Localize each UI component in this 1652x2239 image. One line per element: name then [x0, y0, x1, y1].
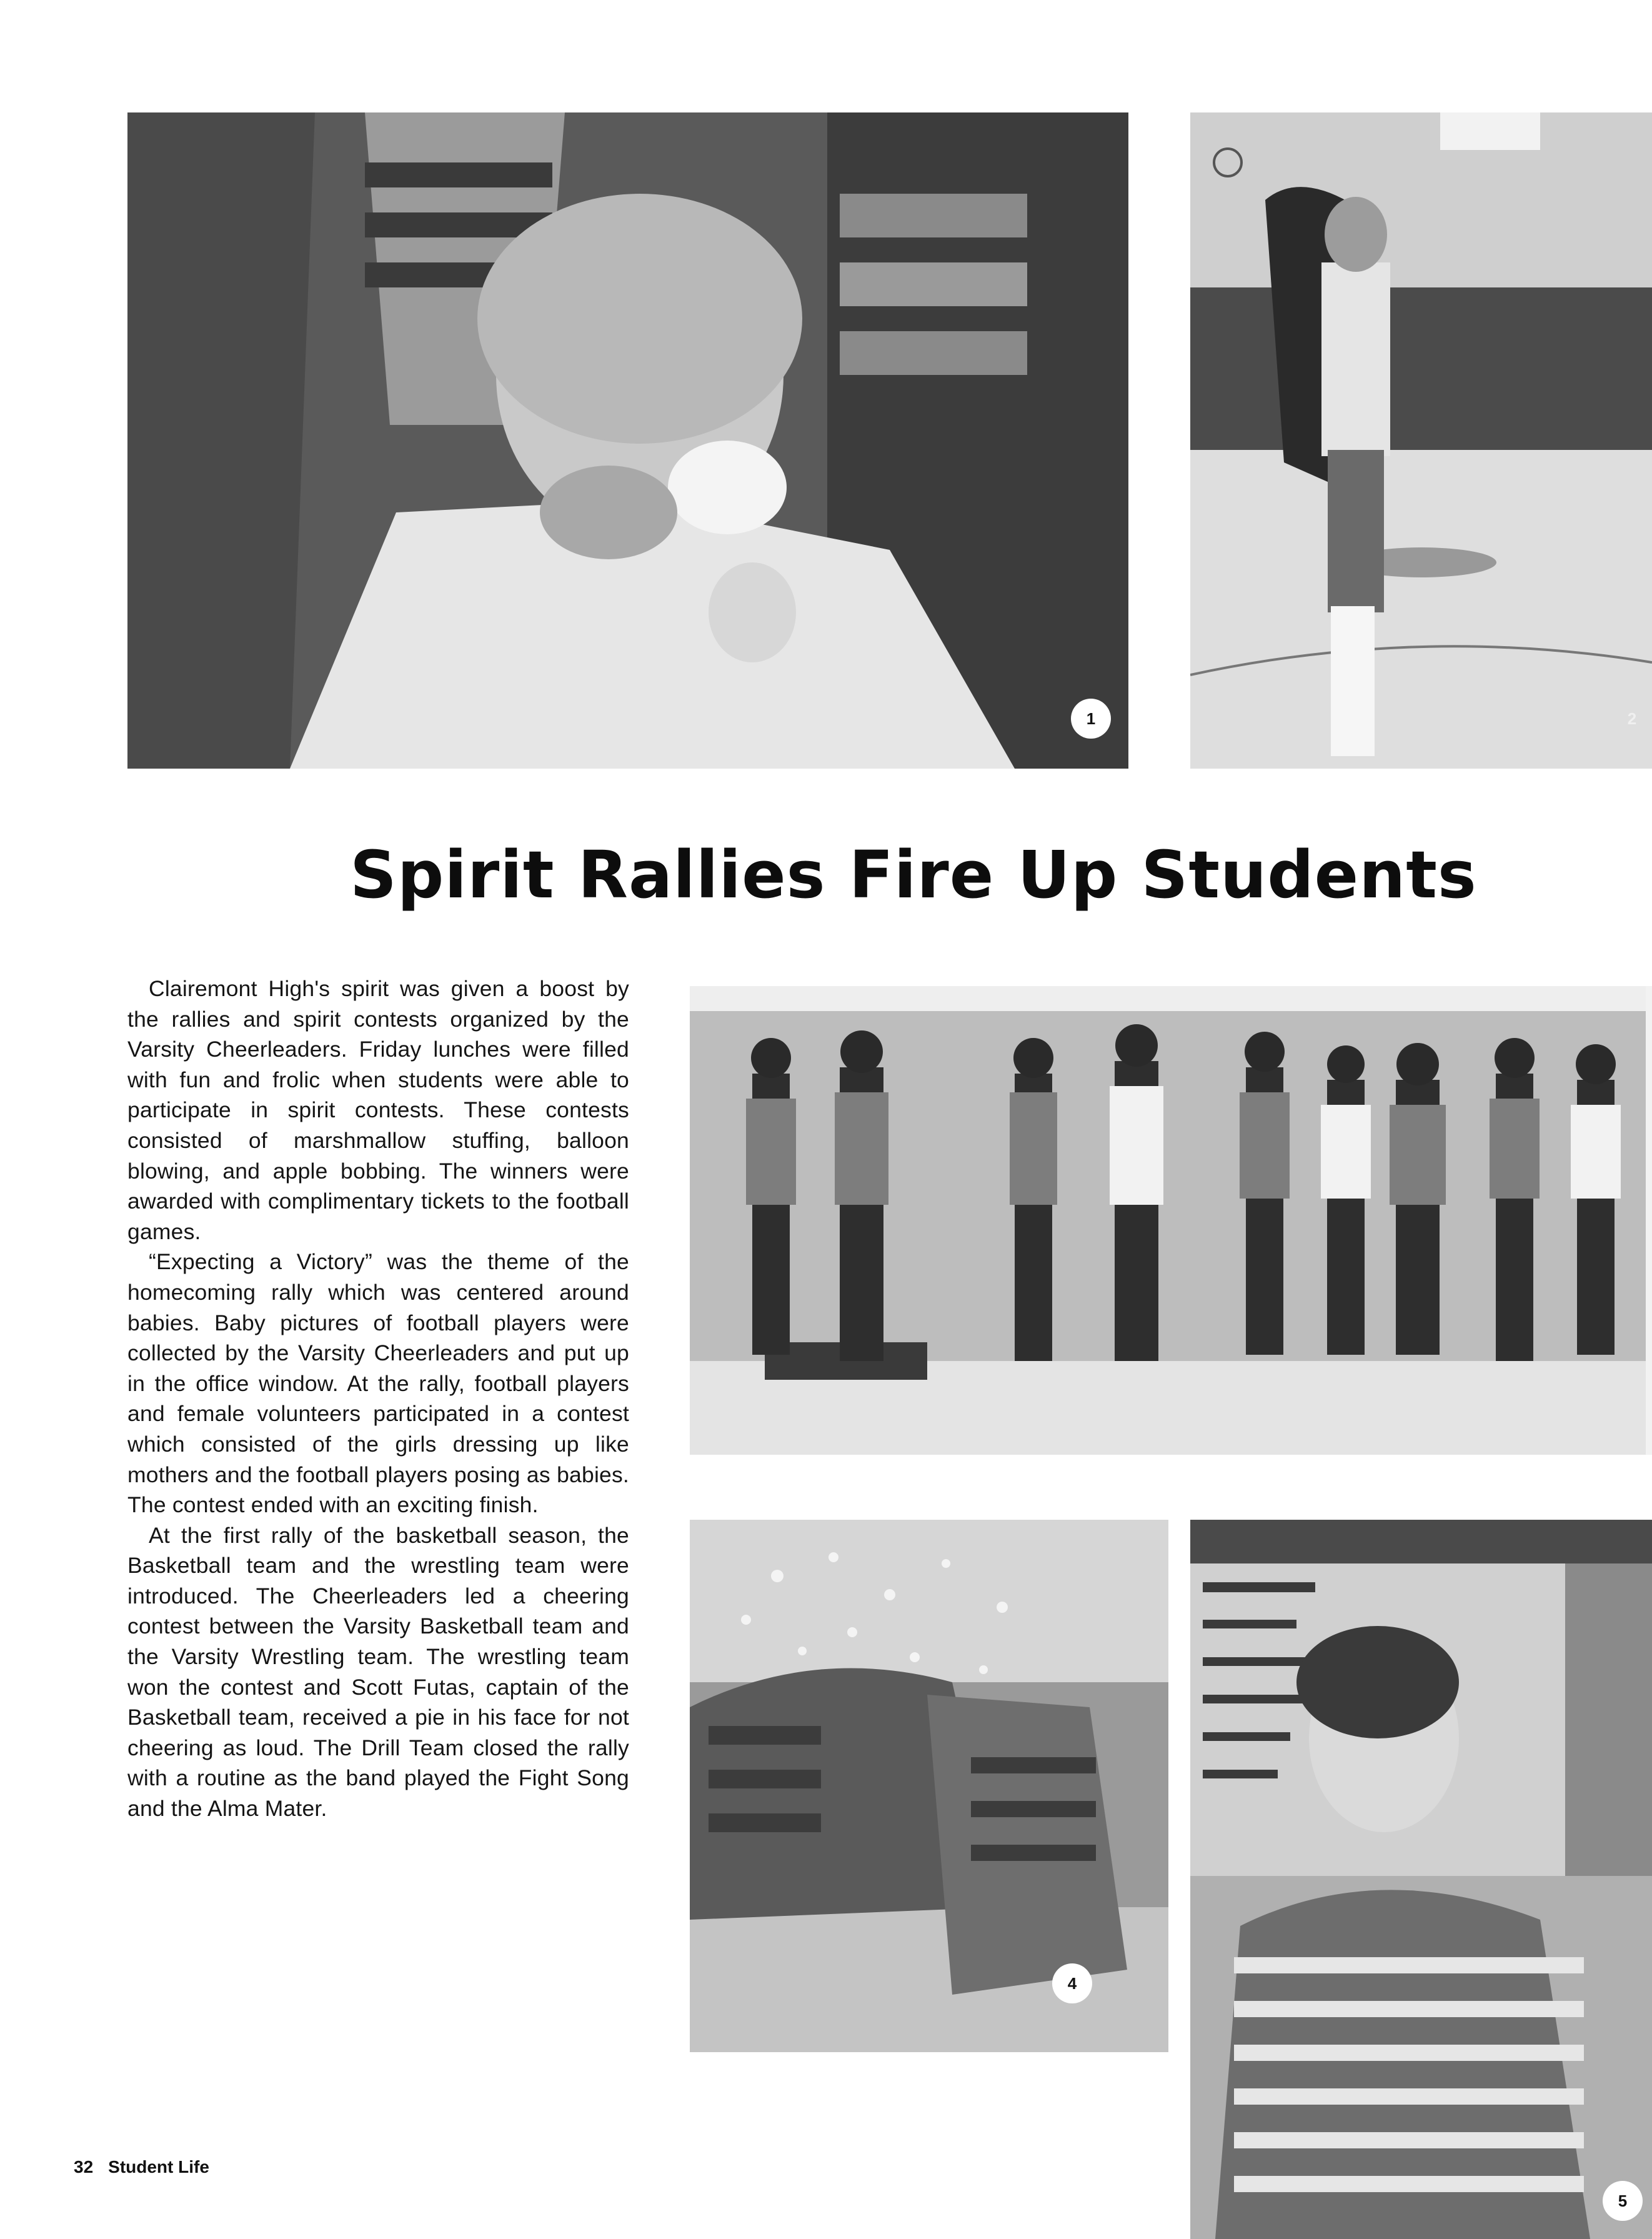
photo-mascot-headdress-image: [1190, 112, 1652, 769]
article-paragraph: At the first rally of the basketball season, the Basketball team and the wrestling team were introduced. The Cheerleaders led a cheering contest between the Varsity Basketball team and the Varsity Wrestling team. The wrestling team won the contest and Scott Futas, captain of the Basketball team, received a pie in his face for not cheering as loud. The Drill Team closed the rally with a routine as the band played the Fight Song and the Alma Mater.: [127, 1522, 629, 1822]
photo-pie-in-face: [1190, 1520, 1652, 2239]
photo-number: 2: [1627, 709, 1637, 728]
page-number: 32: [74, 2157, 94, 2177]
photo-marshmallow-contest-image: [127, 112, 1128, 769]
photo-football-players-lineup-image: [690, 986, 1652, 1455]
article-paragraph: “Expecting a Victory” was the theme of the homecoming rally which was centered around babies. Baby pictures of football players were collected by the Varsity Cheerleaders and put up in the office window. At the rally, football players and female volunteers participated in a contest which consisted of the girls dressing up like mothers and the football players posing as babies. The contest ended with an exciting finish.: [127, 1249, 629, 1518]
photo-number: 4: [1052, 1963, 1092, 2003]
photo-number: 5: [1603, 2181, 1643, 2221]
photo-rally-crowd-image: [690, 1520, 1168, 2052]
photo-marshmallow-contest: [127, 112, 1128, 769]
section-name: Student Life: [108, 2157, 209, 2177]
page-headline: Spirit Rallies Fire Up Students: [350, 837, 1477, 913]
article-body: [127, 974, 629, 1824]
photo-number: 1: [1071, 699, 1111, 739]
page-folio: [74, 2157, 209, 2177]
photo-mascot-headdress: [1190, 112, 1652, 769]
photo-rally-crowd: [690, 1520, 1168, 2052]
photo-pie-in-face-image: [1190, 1520, 1652, 2239]
article-paragraph: Clairemont High's spirit was given a boost by the rallies and spirit contests organized by the Varsity Cheerleaders. Friday lunches were filled with fun and frolic when students were able to participate in spirit contests. These contests consisted of marshmallow stuffing, balloon blowing, and apple bobbing. The winners were awarded with complimentary tickets to the football games.: [127, 976, 629, 1244]
photo-football-players-lineup: [690, 986, 1652, 1455]
